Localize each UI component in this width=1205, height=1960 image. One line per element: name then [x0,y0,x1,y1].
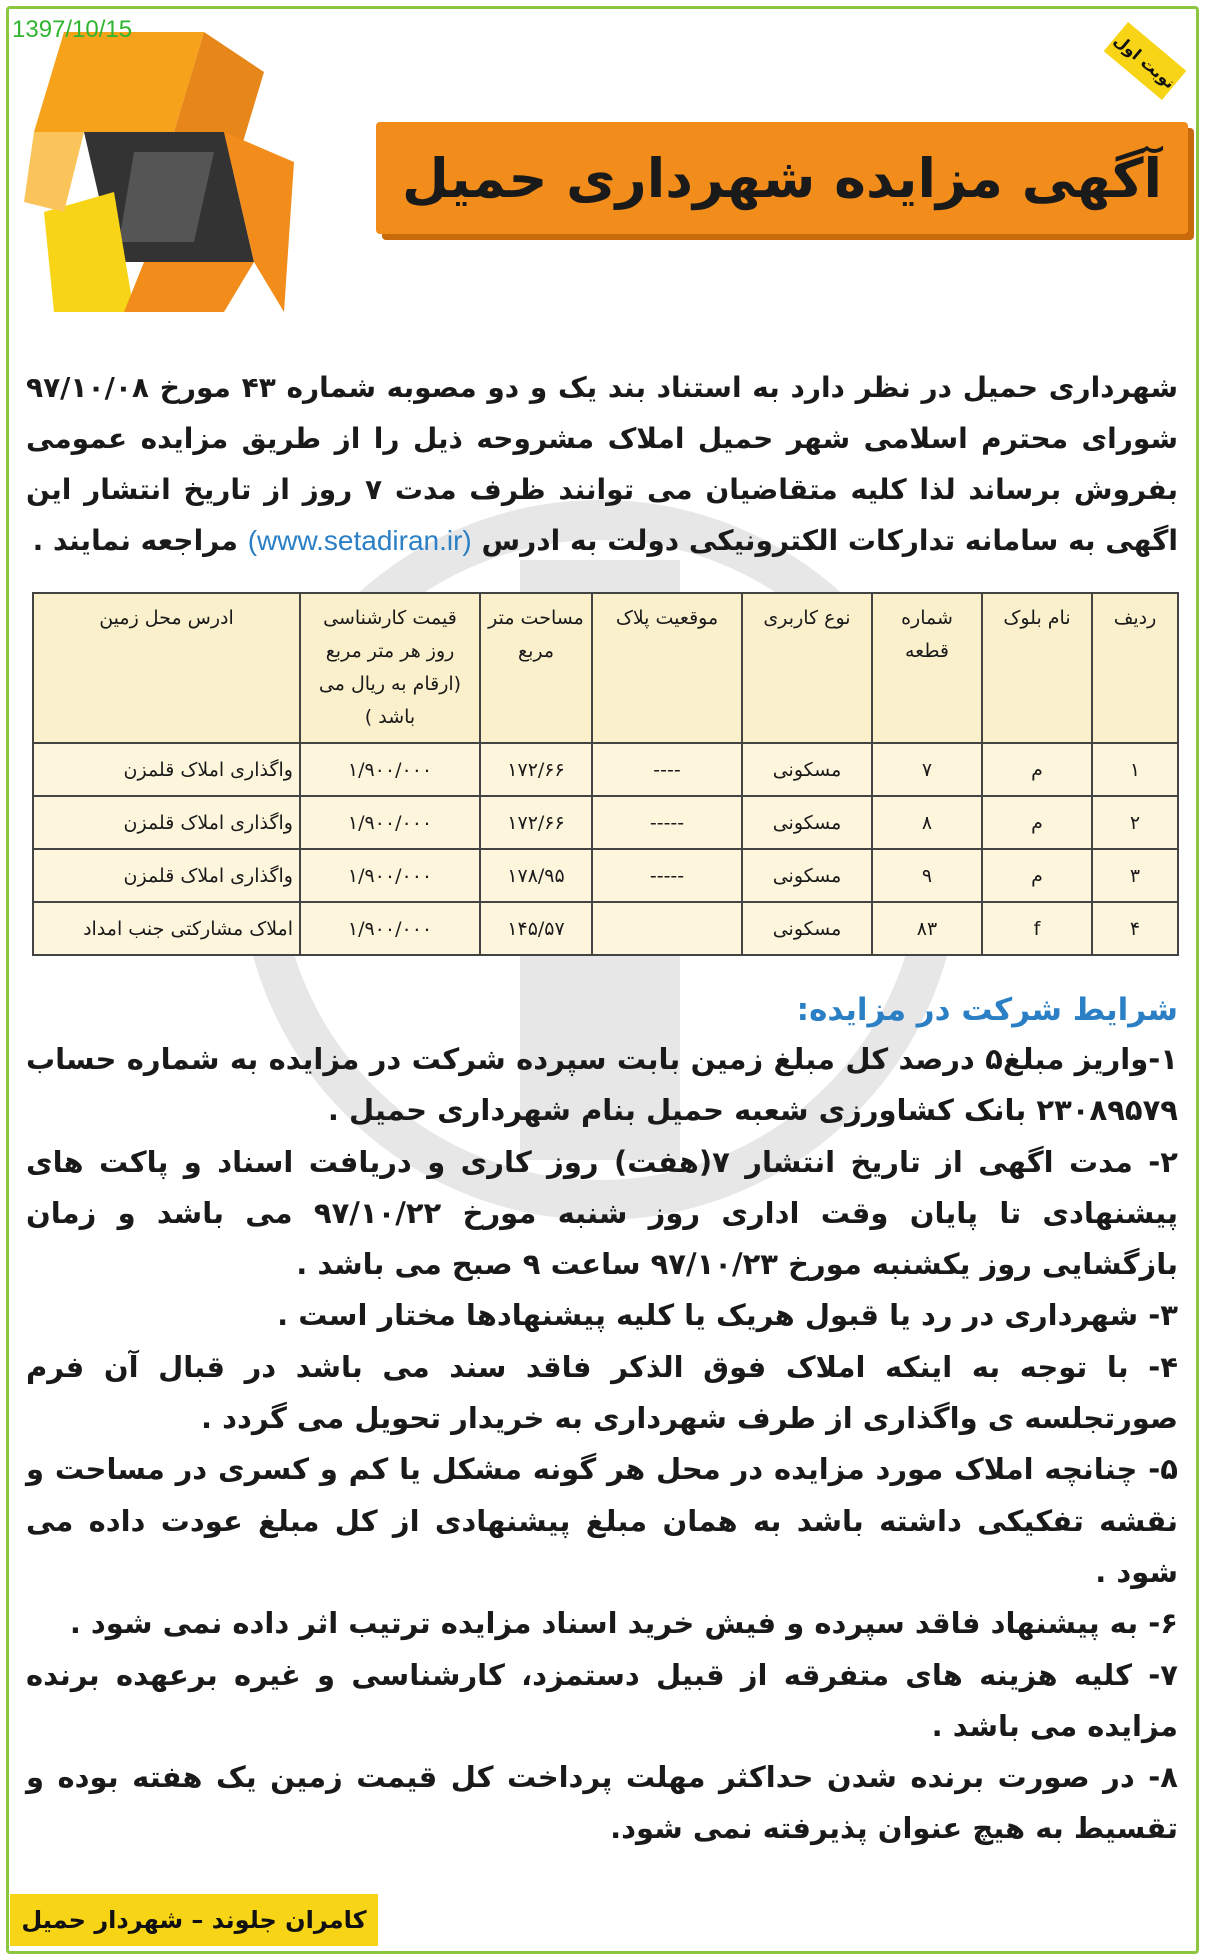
condition-item: ۳- شهرداری در رد یا قبول هریک یا کلیه پیشنهادها مختار است . [277,1298,1178,1333]
header-usage-type: نوع کاربری [742,593,872,743]
cell-block-name: م [982,849,1092,902]
cell-price: ۱/۹۰۰/۰۰۰ [300,849,480,902]
header-area: مساحت متر مربع [480,593,592,743]
conditions-heading: شرایط شرکت در مزایده: [796,992,1178,1028]
header-address: ادرس محل زمین [33,593,300,743]
cell-price: ۱/۹۰۰/۰۰۰ [300,743,480,796]
page-title: آگهی مزایده شهرداری حمیل [402,146,1162,210]
cell-area: ۱۷۸/۹۵ [480,849,592,902]
header-appraisal-price: قیمت کارشناسی روز هر متر مربع (ارقام به ریال می باشد ) [300,593,480,743]
publication-date: 1397/10/15 [12,16,133,43]
conditions-list [26,1034,1178,1855]
cell-area: ۱۷۲/۶۶ [480,796,592,849]
intro-text-end: مراجعه نمایند . [32,524,238,557]
cell-area: ۱۷۲/۶۶ [480,743,592,796]
table-row [33,902,1178,955]
title-banner [376,122,1188,234]
table-row [33,849,1178,902]
cell-block-name: م [982,743,1092,796]
cell-address: واگذاری املاک قلمزن [33,849,300,902]
condition-item: ۵- چنانچه املاک مورد مزایده در محل هر گونه مشکل یا کم و کسری در مساحت و نقشه تفکیکی داشته باشد به همان مبلغ پیشنهادی از کل مبلغ عودت داده می شود . [26,1452,1178,1589]
table-row [33,743,1178,796]
cell-usage-type: مسکونی [742,743,872,796]
cell-row-number: ۳ [1092,849,1178,902]
header-plot-number: شماره قطعه [872,593,982,743]
mayor-signature: کامران جلوند – شهردار حمیل [10,1894,378,1946]
condition-item: ۸- در صورت برنده شدن حداکثر مهلت پرداخت کل قیمت زمین یک هفته بوده و تقسیط به هیچ عنوان پذیرفته نمی شود. [26,1760,1178,1846]
condition-item: ۱-واریز مبلغ۵ درصد کل مبلغ زمین بابت سپرده شرکت در مزایده به شماره حساب ۲۳۰۸۹۵۷۹ بانک کشاورزی شعبه حمیل بنام شهرداری حمیل . [26,1042,1178,1128]
cell-plate-location: ---- [592,743,742,796]
condition-item: ۲- مدت اگهی از تاریخ انتشار ۷(هفت) روز کاری و دریافت اسناد و پاکت های پیشنهادی تا پایان وقت اداری روز شنبه مورخ ۹۷/۱۰/۲۲ می باشد و زمان بازگشایی روز یکشنبه مورخ ۹۷/۱۰/۲۳ ساعت ۹ صبح می باشد . [26,1144,1179,1282]
cell-plot-number: ۷ [872,743,982,796]
cell-area: ۱۴۵/۵۷ [480,902,592,955]
cell-price: ۱/۹۰۰/۰۰۰ [300,902,480,955]
cell-plate-location: ----- [592,849,742,902]
edition-badge: نوبت اول [1104,22,1187,100]
cell-address: واگذاری املاک قلمزن [33,743,300,796]
cell-address: واگذاری املاک قلمزن [33,796,300,849]
header-block-name: نام بلوک [982,593,1092,743]
cell-plate-location: ----- [592,796,742,849]
properties-table [32,592,1179,956]
cell-block-name: f [982,902,1092,955]
cell-usage-type: مسکونی [742,902,872,955]
header-plate-location: موقعیت پلاک [592,593,742,743]
cell-price: ۱/۹۰۰/۰۰۰ [300,796,480,849]
table-row [33,796,1178,849]
cell-plate-location [592,902,742,955]
cell-plot-number: ۸۳ [872,902,982,955]
setad-link[interactable]: (www.setadiran.ir) [247,525,472,556]
cell-row-number: ۴ [1092,902,1178,955]
intro-paragraph [26,362,1178,566]
cell-row-number: ۱ [1092,743,1178,796]
cell-block-name: م [982,796,1092,849]
condition-item: ۷- کلیه هزینه های متفرقه از قبیل دستمزد، کارشناسی و غیره برعهده برنده مزایده می باشد . [26,1657,1178,1743]
cell-address: املاک مشارکتی جنب امداد [33,902,300,955]
cell-row-number: ۲ [1092,796,1178,849]
cell-plot-number: ۸ [872,796,982,849]
table-header-row [33,593,1178,743]
cell-usage-type: مسکونی [742,849,872,902]
header-row-number: ردیف [1092,593,1178,743]
condition-item: ۴- با توجه به اینکه املاک فوق الذکر فاقد سند می باشد در قبال آن فرم صورتجلسه ی واگذاری از طرف شهرداری به خریدار تحویل می گردد . [26,1349,1178,1436]
cell-usage-type: مسکونی [742,796,872,849]
condition-item: ۶- به پیشنهاد فاقد سپرده و فیش خرید اسناد مزایده ترتیب اثر داده نمی شود . [69,1606,1178,1641]
cell-plot-number: ۹ [872,849,982,902]
intro-text: شهرداری حمیل در نظر دارد به استناد بند یک و دو مصوبه شماره ۴۳ مورخ ۹۷/۱۰/۰۸ شورای محترم اسلامی شهر حمیل املاک مشروحه ذیل را از طریق مزایده عمومی بفروش برساند لذا کلیه متقاضیان می توانند ظرف مدت ۷ روز از تاریخ انتشار این اگهی به سامانه تدارکات الکترونیکی دولت به ادرس [26,371,1178,557]
decorative-geometric-graphic [24,12,314,322]
